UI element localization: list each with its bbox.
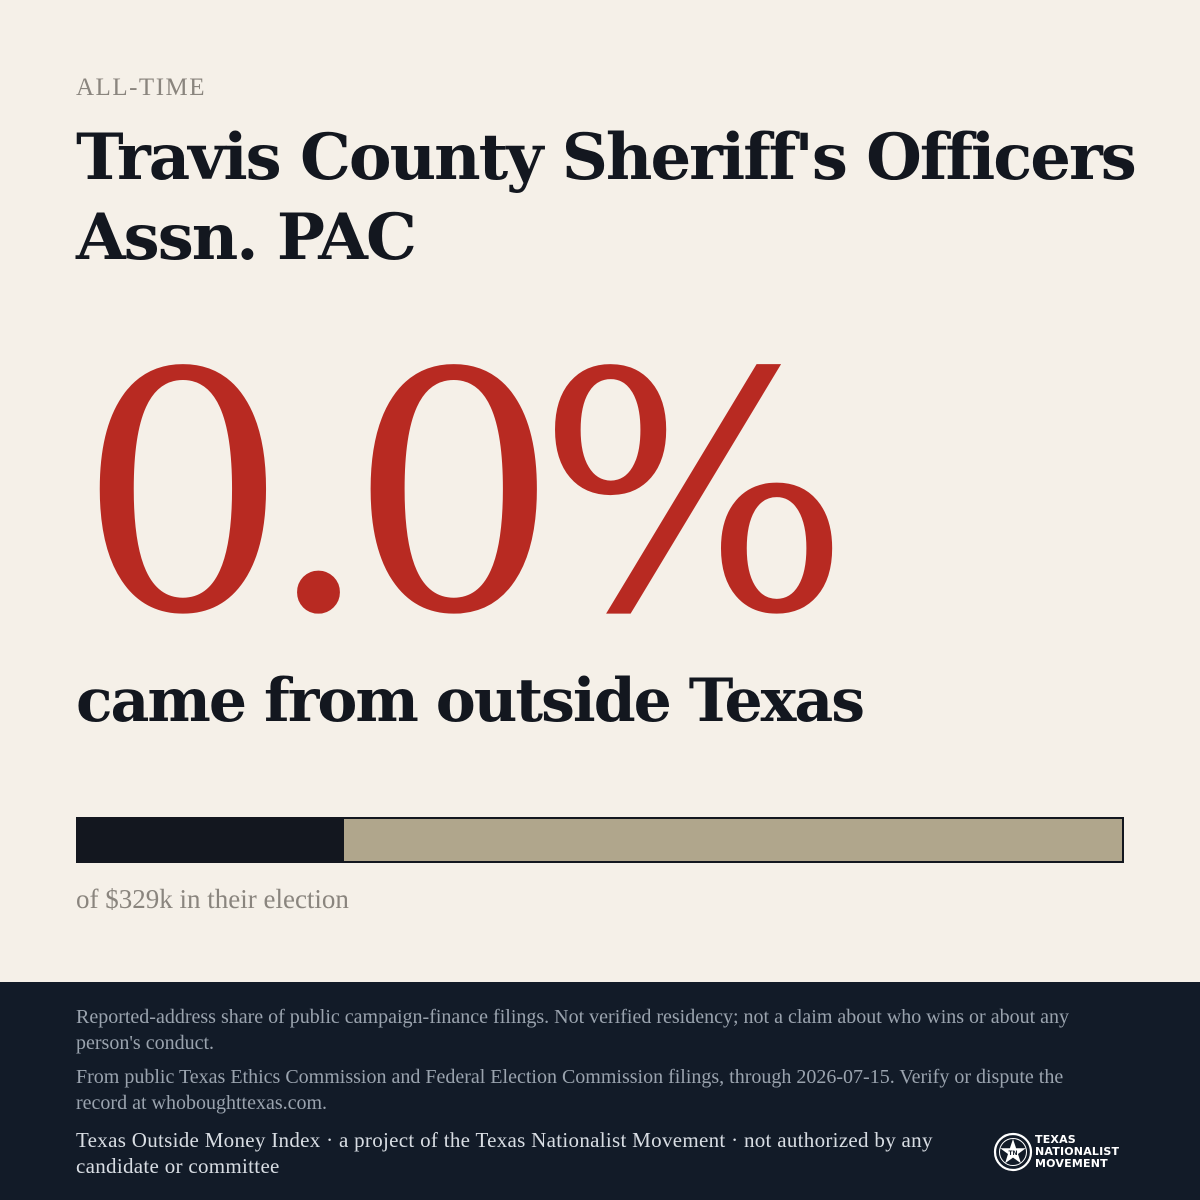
logo-line-2: NATIONALIST [1035,1145,1120,1158]
svg-text:TN: TN [1008,1150,1018,1157]
source-text: From public Texas Ethics Commission and Federal Election Commission filings, through 2026-07-15. Verify or dispute the record at whoboughttexas.com. [76,1066,1064,1114]
total-amount-caption: of $329k in their election [76,884,349,914]
logo-line-3: MOVEMENT [1035,1157,1108,1170]
outside-money-percentage: 0.0% [78,303,829,687]
share-progress-bar [76,817,1124,863]
footer [0,982,1200,1200]
time-range-label: ALL-TIME [76,74,207,101]
disclaimer-text: Reported-address share of public campaign-finance filings. Not verified residency; not a claim about who wins or about any person's conduct. [76,1006,1070,1054]
logo-line-1: TEXAS [1035,1133,1076,1146]
star-seal-icon [993,1132,1033,1172]
progress-bar-fill [78,819,344,861]
logo-wordmark [1035,1134,1119,1170]
committee-title: Travis County Sheriff's Officers Assn. PAC [76,120,1135,275]
tnm-logo [993,1132,1123,1174]
credit-text: Texas Outside Money Index · a project of the Texas Nationalist Movement · not authorized by any candidate or committee [76,1128,933,1178]
percentage-description: came from outside Texas [76,666,864,736]
